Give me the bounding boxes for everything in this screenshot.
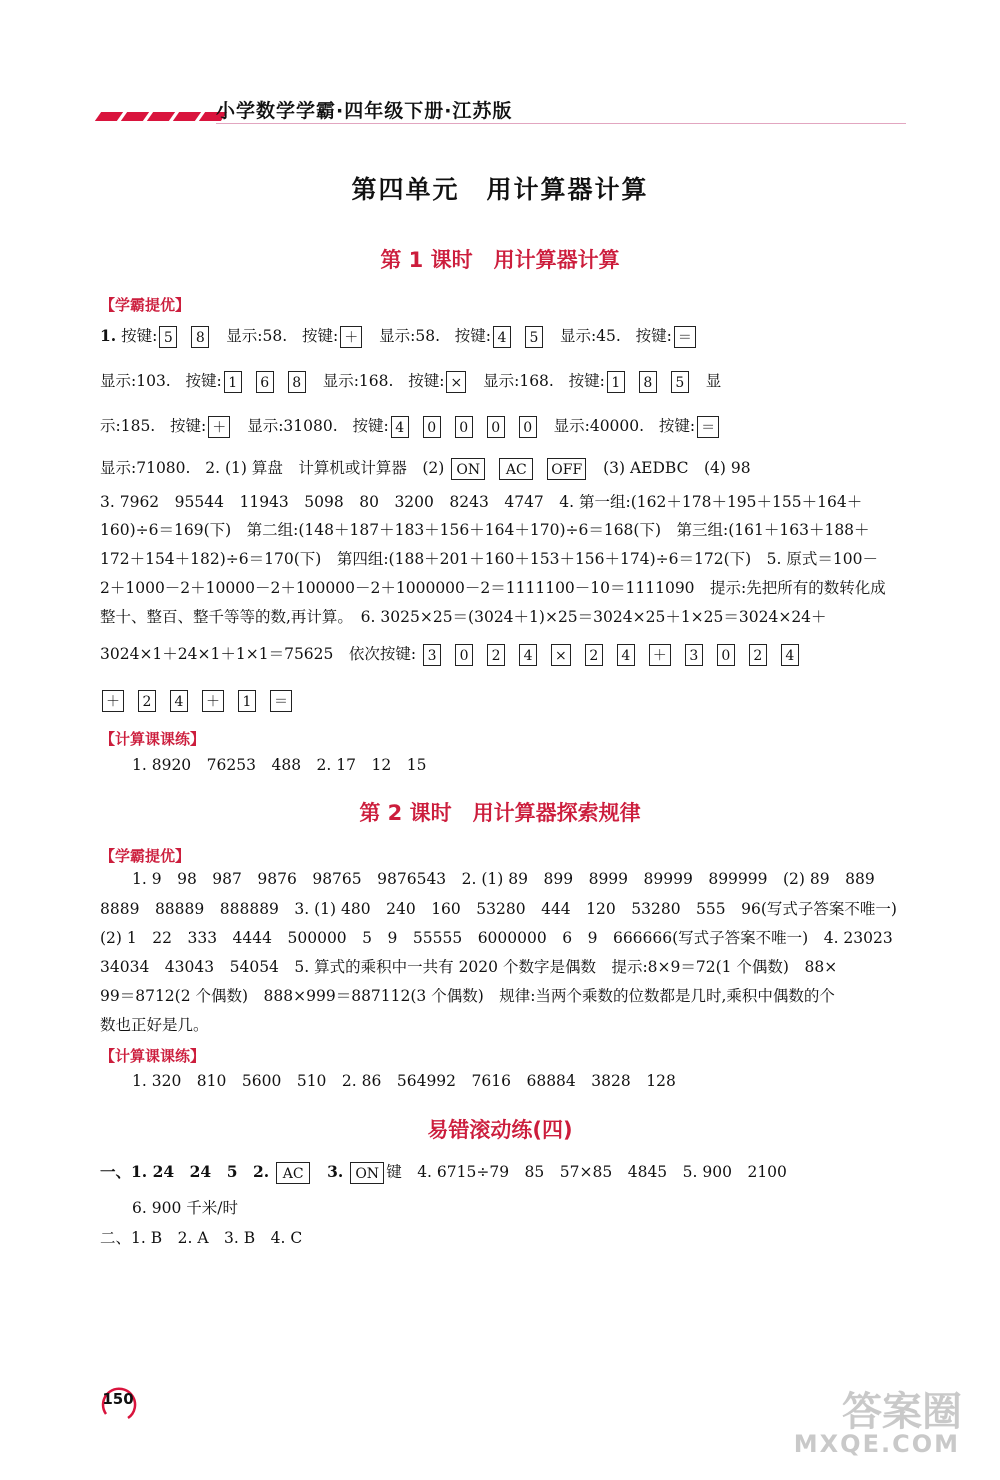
key-ac: AC [499,458,533,480]
unit-title: 第四单元 用计算器计算 [351,175,649,204]
key-plus: ＋ [202,690,224,712]
lesson1-line-6: 160)÷6＝169(下) 第二组:(148＋187＋183＋156＋164＋170)÷6＝168(下) 第三组:(161＋163＋188＋ [100,521,870,539]
header-stripes [98,112,224,121]
page-number-text: 150 [102,1390,134,1408]
key-0: 0 [717,644,735,666]
lesson1-line-4: 显示:71080. 2. (1) 算盘 计算机或计算器 (2) ON AC OFF (3) AEDBC (4) 98 [100,459,751,478]
key-on: ON [451,458,485,480]
key-0: 0 [455,644,473,666]
lesson1-tag-practice: 【计算课课练】 [100,730,206,748]
book-title: 小学数学学霸·四年级下册·江苏版 [216,100,513,122]
lesson1-practice: 1. 8920 76253 488 2. 17 12 15 [132,756,427,774]
key-ac: AC [276,1162,310,1184]
lesson1-line-7: 172＋154＋182)÷6＝170(下) 第四组:(188＋201＋160＋153＋156＋174)÷6＝172(下) 5. 原式＝100－ [100,550,878,568]
lesson2-line-2: 8889 88889 888889 3. (1) 480 240 160 53280 444 120 53280 555 96(写式子答案不唯一) [100,900,897,918]
lesson1-line-5: 3. 7962 95544 11943 5098 80 3200 8243 4747 4. 第一组:(162＋178＋195＋155＋164＋ [100,493,863,511]
key-plus: ＋ [208,416,230,438]
review-line-3: 二、1. B 2. A 3. B 4. C [100,1229,303,1247]
key-6: 6 [256,371,274,393]
key-4: 4 [781,644,799,666]
key-5: 5 [159,326,177,348]
lesson2-line-4: 34034 43043 54054 5. 算式的乘积中一共有 2020 个数字是偶数 提示:8×9＝72(1 个偶数) 88× [100,958,838,976]
key-plus: ＋ [102,690,124,712]
key-8: 8 [288,371,306,393]
key-equals: ＝ [674,326,696,348]
key-off: OFF [547,458,586,480]
key-3: 3 [685,644,703,666]
lesson1-tag-advanced: 【学霸提优】 [100,296,191,314]
key-1: 1 [607,371,625,393]
key-plus: ＋ [340,326,362,348]
key-plus: ＋ [649,644,671,666]
lesson2-title: 第 2 课时 用计算器探索规律 [359,801,641,825]
key-on: ON [350,1162,384,1184]
key-0: 0 [423,416,441,438]
page-number [98,1384,134,1420]
lesson2-tag-practice: 【计算课课练】 [100,1047,206,1065]
key-4: 4 [391,416,409,438]
review-line-1: 一、1. 24 24 5 2. AC 3. ON 键 4. 6715÷79 85 57×85 4845 5. 900 2100 [100,1162,787,1182]
lesson1-line-8: 2＋1000－2＋10000－2＋100000－2＋1000000－2＝1111100－10＝1111090 提示:先把所有的数转化成 [100,579,886,597]
key-equals: ＝ [697,416,719,438]
key-1: 1 [224,371,242,393]
lesson1-title: 第 1 课时 用计算器计算 [380,248,620,272]
lesson1-line-3: 示:185. 按键: ＋ 显示:31080. 按键: 4 0 0 0 0 显示:40000. 按键: ＝ [100,414,910,438]
lesson1-line-2: 显示:103. 按键: 1 6 8 显示:168. 按键: × 显示:168. 按键: 1 8 5 显 [100,372,722,391]
watermark-logo: 答案圈 [842,1389,962,1435]
watermark-url: MXQE.COM [793,1430,960,1458]
lesson1-line-10: 3024×1＋24×1＋1×1＝75625 依次按键: 3 0 2 4 × 2 4 ＋ 3 0 2 4 [100,642,910,666]
key-equals: ＝ [270,690,292,712]
lesson1-line-1: 1. 按键: 5 8 显示:58. 按键: ＋ 显示:58. 按键: 4 5 显示:45. 按键: ＝ [100,324,910,348]
lesson2-line-6: 数也正好是几。 [100,1016,209,1034]
key-8: 8 [191,326,209,348]
key-5: 5 [525,326,543,348]
key-3: 3 [423,644,441,666]
page-header [98,92,908,132]
key-2: 2 [749,644,767,666]
key-4: 4 [617,644,635,666]
review-line-2: 6. 900 千米/时 [132,1199,238,1217]
lesson2-tag-advanced: 【学霸提优】 [100,847,191,865]
lesson1-line-9: 整十、整百、整千等等的数,再计算。 6. 3025×25＝(3024＋1)×25＝3024×25＋1×25＝3024×24＋ [100,608,827,626]
key-2: 2 [487,644,505,666]
key-5: 5 [671,371,689,393]
key-2: 2 [585,644,603,666]
review-title: 易错滚动练(四) [427,1118,573,1142]
key-2: 2 [138,690,156,712]
key-times: × [446,371,466,393]
key-8: 8 [639,371,657,393]
lesson2-line-3: (2) 1 22 333 4444 500000 5 9 55555 6000000 6 9 666666(写式子答案不唯一) 4. 23023 [100,929,893,947]
key-1: 1 [238,690,256,712]
lesson2-line-5: 99＝8712(2 个偶数) 888×999＝887112(3 个偶数) 规律:当两个乘数的位数都是几时,乘积中偶数的个 [100,987,835,1005]
key-0: 0 [519,416,537,438]
key-0: 0 [455,416,473,438]
lesson2-practice: 1. 320 810 5600 510 2. 86 564992 7616 68884 3828 128 [132,1072,676,1090]
key-4: 4 [493,326,511,348]
key-0: 0 [487,416,505,438]
lesson2-line-1: 1. 9 98 987 9876 98765 9876543 2. (1) 89 899 8999 89999 899999 (2) 89 889 [132,870,875,888]
lesson1-line-11 [100,688,910,712]
header-rule [216,123,906,124]
key-4: 4 [170,690,188,712]
key-4: 4 [519,644,537,666]
key-times: × [551,644,571,666]
